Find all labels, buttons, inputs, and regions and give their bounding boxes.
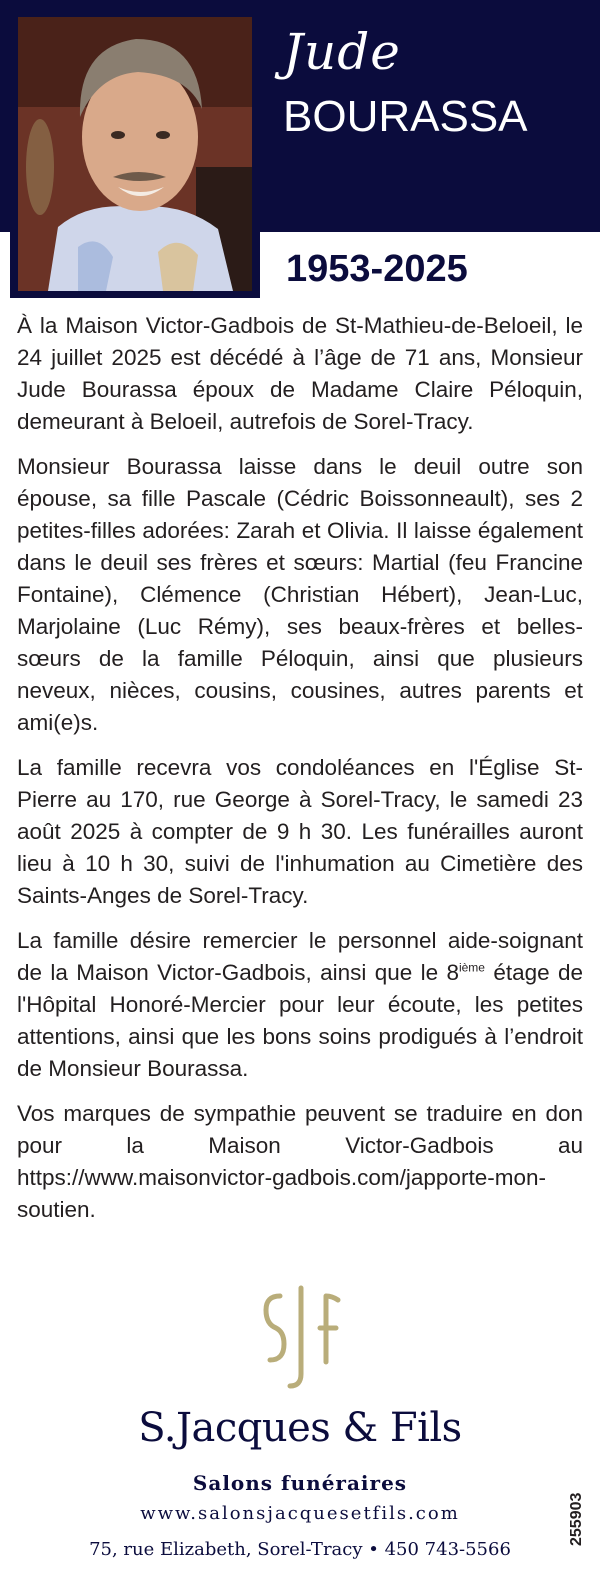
ad-reference-number: 255903 — [568, 1492, 585, 1546]
portrait-photo-icon — [18, 17, 252, 291]
ordinal-suffix: ième — [458, 960, 485, 975]
paragraph-donations: Vos marques de sympathie peuvent se traduire en don pour la Maison Victor-Gadbois au https://www.maisonvictor-gadbois.com/japporte-mon-soutien. — [17, 1101, 583, 1222]
paragraph-thanks — [17, 925, 583, 1085]
sjf-monogram-icon — [256, 1282, 346, 1392]
paragraph-family: Monsieur Bourassa laisse dans le deuil outre son épouse, sa fille Pascale (Cédric Boissonneault), ses 2 petites-filles adorées: Zarah et Olivia. Il laisse également dans le deuil ses frères et sœurs: Martial (feu Francine Fontaine), Clémence (Christian Hébert), Jean-Luc, Marjolaine (Luc Rémy), ses beaux-frères et belles-sœurs de la famille Péloquin, ainsi que plusieurs neveux, nièces, cousins, cousines, autres parents et ami(e)s. — [17, 454, 583, 735]
paragraph-death-notice: À la Maison Victor-Gadbois de St-Mathieu-de-Beloeil, le 24 juillet 2025 est décédé à l’âge de 71 ans, Monsieur Jude Bourassa époux de Madame Claire Péloquin, demeurant à Beloeil, autrefois de Sorel-Tracy. — [17, 313, 583, 434]
monogram-drawing — [256, 1282, 346, 1392]
obituary-text — [17, 310, 583, 1239]
life-years: 1953-2025 — [286, 248, 468, 290]
funeral-home-subtitle: Salons funéraires — [192, 1471, 408, 1495]
first-name: Jude — [283, 23, 401, 81]
funeral-home-name: S.Jacques & Fils — [138, 1405, 462, 1451]
thanks-text-end: étage de l'Hôpital Honoré-Mercier pour leur écoute, les petites attentions, ainsi que les bons soins prodigués à l’endroit de Monsieur Bourassa. — [17, 960, 583, 1081]
funeral-home-address: 75, rue Elizabeth, Sorel-Tracy • 450 743-5566 — [89, 1539, 511, 1560]
thanks-text-start: La famille désire remercier le personnel aide-soignant de la Maison Victor-Gadbois, ainsi que le 8 — [17, 928, 583, 985]
funeral-home-website: www.salonsjacquesetfils.com — [140, 1503, 460, 1524]
last-name: BOURASSA — [283, 92, 528, 141]
portrait-illustration — [18, 17, 252, 291]
paragraph-funeral-details: La famille recevra vos condoléances en l'Église St-Pierre au 170, rue George à Sorel-Tracy, le samedi 23 août 2025 à compter de 9 h 30. Les funérailles auront lieu à 10 h 30, suivi de l'inhumation au Cimetière des Saints-Anges de Sorel-Tracy. — [17, 755, 583, 908]
